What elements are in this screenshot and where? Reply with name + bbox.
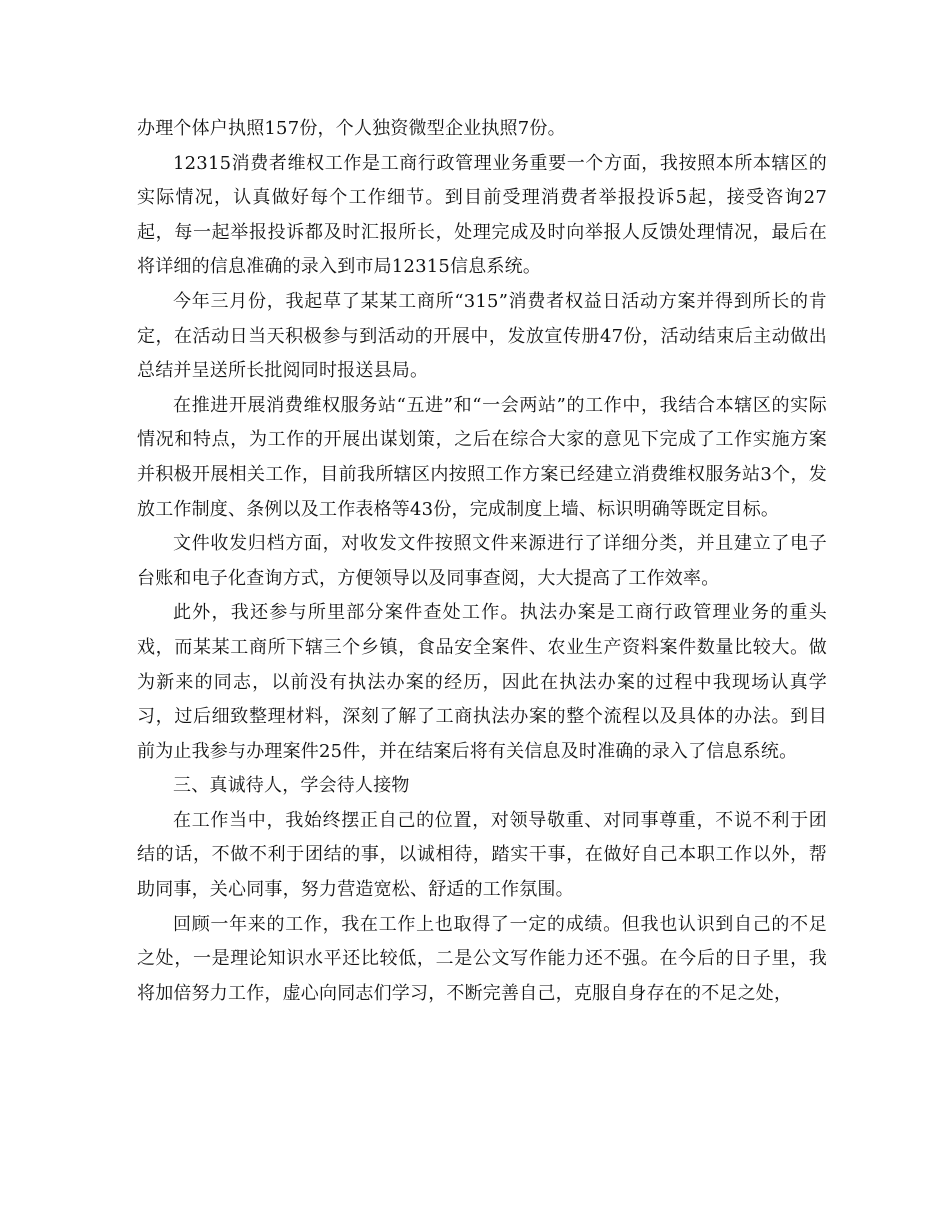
paragraph-review: 回顾一年来的工作，我在工作上也取得了一定的成绩。但我也认识到自己的不足之处，一是理论知识水平还比较低，二是公文写作能力还不强。在今后的日子里，我将加倍努力工作，虚心向同志们学习，不断完善自己，克服自身存在的不足之处， xyxy=(137,913,827,1004)
paragraph-document-filing: 文件收发归档方面，对收发文件按照文件来源进行了详细分类，并且建立了电子台账和电子化查询方式，方便领导以及同事查阅，大大提高了工作效率。 xyxy=(137,533,827,589)
paragraph-315-activity: 今年三月份，我起草了某某工商所“315”消费者权益日活动方案并得到所长的肯定，在活动日当天积极参与到活动的开展中，发放宣传册47份，活动结束后主动做出总结并呈送所长批阅同时报送县局。 xyxy=(137,290,827,382)
paragraph-consumer-rights: 12315消费者维权工作是工商行政管理业务重要一个方面，我按照本所本辖区的实际情况，认真做好每个工作细节。到目前受理消费者举报投诉5起，接受咨询27起，每一起举报投诉都及时汇报所长，处理完成及时向举报人反馈处理情况，最后在将详细的信息准确的录入到市局12315信息系统。 xyxy=(137,152,827,278)
paragraph-license-count: 办理个体户执照157份，个人独资微型企业执照7份。 xyxy=(137,118,566,139)
section-heading-three: 三、真诚待人，学会待人接物 xyxy=(173,775,410,797)
paragraph-case-handling: 此外，我还参与所里部分案件查处工作。执法办案是工商行政管理业务的重头戏，而某某工商所下辖三个乡镇，食品安全案件、农业生产资料案件数量比较大。做为新来的同志，以前没有执法办案的经历，因此在执法办案的过程中我现场认真学习，过后细致整理材料，深刻了解了工商执法办案的整个流程以及具体的办法。到目前为止我参与办理案件25件，并在结案后将有关信息及时准确的录入了信息系统。 xyxy=(137,602,827,762)
paragraph-interpersonal: 在工作当中，我始终摆正自己的位置，对领导敬重、对同事尊重，不说不利于团结的话，不做不利于团结的事，以诚相待，踏实干事，在做好自己本职工作以外，帮助同事，关心同事，努力营造宽松、舒适的工作氛围。 xyxy=(137,809,827,901)
paragraph-service-stations: 在推进开展消费维权服务站“五进”和“一会两站”的工作中，我结合本辖区的实际情况和特点，为工作的开展出谋划策，之后在综合大家的意见下完成了工作实施方案并积极开展相关工作，目前我所辖区内按照工作方案已经建立消费维权服务站3个，发放工作制度、条例以及工作表格等43份，完成制度上墙、标识明确等既定目标。 xyxy=(137,394,827,520)
document-body xyxy=(137,112,827,1011)
